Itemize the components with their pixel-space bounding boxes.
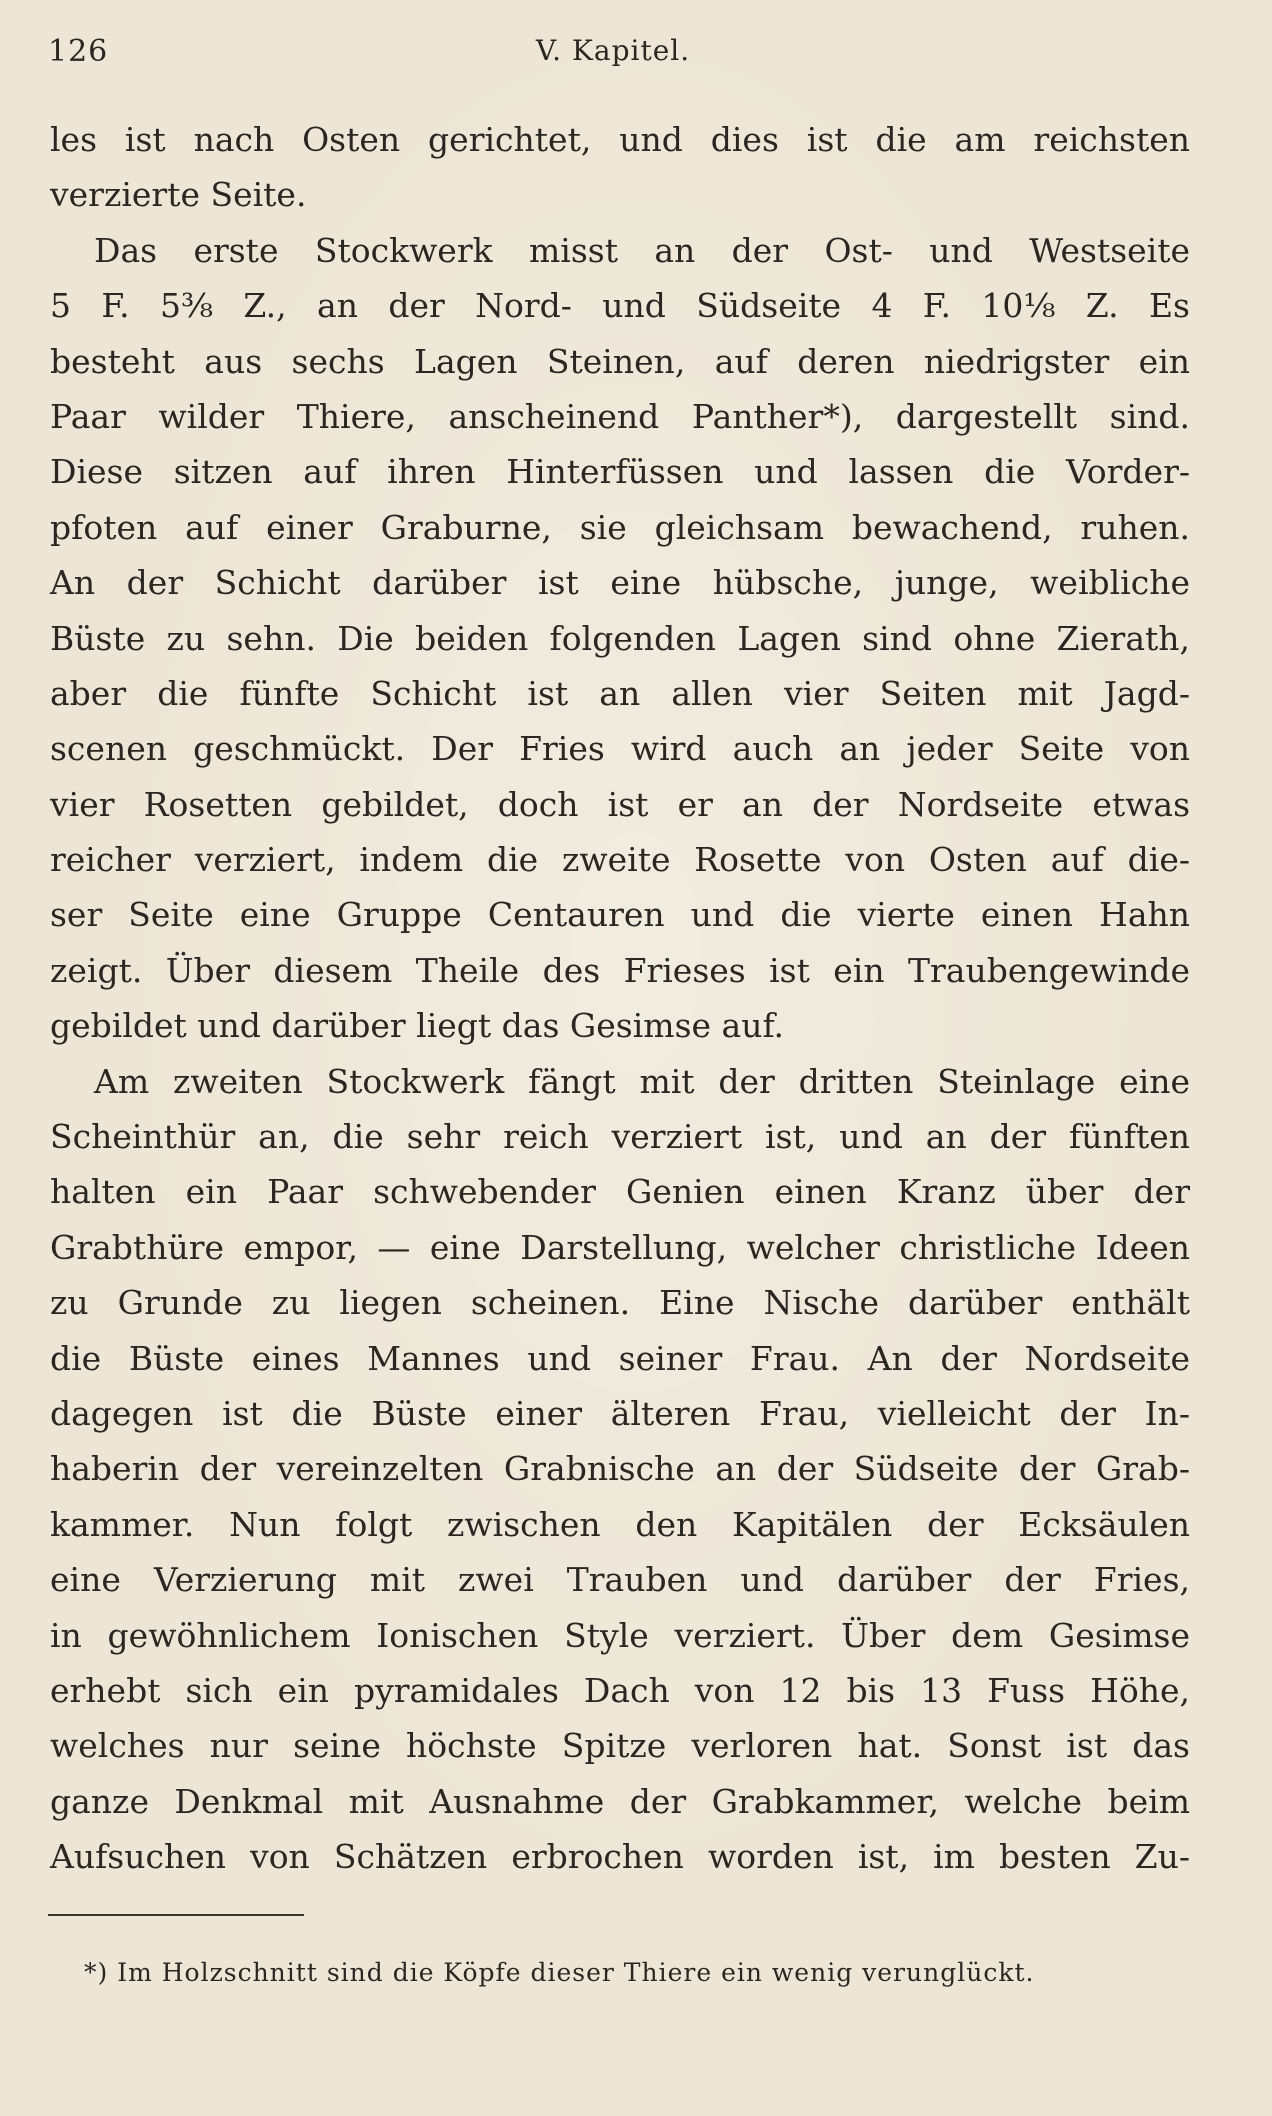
text-line: zu Grunde zu liegen scheinen. Eine Nische darüber enthält bbox=[50, 1283, 1190, 1323]
text-line: scenen geschmückt. Der Fries wird auch an jeder Seite von bbox=[50, 729, 1190, 769]
text-line: verzierte Seite. bbox=[50, 175, 307, 215]
text-line: gebildet und darüber liegt das Gesimse auf. bbox=[50, 1006, 784, 1046]
text-line: besteht aus sechs Lagen Steinen, auf deren niedrigster ein bbox=[50, 341, 1190, 381]
body-text bbox=[50, 112, 1190, 1885]
text-line: les ist nach Osten gerichtet, und dies ist die am reichsten bbox=[50, 120, 1190, 159]
text-line: Diese sitzen auf ihren Hinterfüssen und lassen die Vorder- bbox=[50, 452, 1190, 492]
text-line: dagegen ist die Büste einer älteren Frau, vielleicht der In- bbox=[50, 1393, 1190, 1433]
paragraph-start-line: Am zweiten Stockwerk fängt mit der dritten Steinlage eine bbox=[94, 1061, 1190, 1101]
text-line: Grabthüre empor, — eine Darstellung, welcher christliche Ideen bbox=[50, 1227, 1190, 1267]
text-line: Büste zu sehn. Die beiden folgenden Lagen sind ohne Zierath, bbox=[50, 618, 1190, 658]
text-line: pfoten auf einer Graburne, sie gleichsam bewachend, ruhen. bbox=[50, 507, 1190, 547]
paragraph-start-line: Das erste Stockwerk misst an der Ost- und Westseite bbox=[94, 230, 1190, 270]
running-head bbox=[48, 34, 1178, 74]
chapter-title: V. Kapitel. bbox=[535, 34, 691, 67]
footnote: *) Im Holzschnitt sind die Köpfe dieser Thiere ein wenig verunglückt. bbox=[84, 1958, 1035, 1987]
text-line: vier Rosetten gebildet, doch ist er an der Nordseite etwas bbox=[50, 784, 1190, 824]
text-line: ganze Denkmal mit Ausnahme der Grabkammer, welche beim bbox=[50, 1781, 1190, 1821]
text-line: aber die fünfte Schicht ist an allen vier Seiten mit Jagd- bbox=[50, 673, 1190, 713]
text-line: in gewöhnlichem Ionischen Style verziert. Über dem Gesimse bbox=[50, 1615, 1190, 1655]
text-line: Paar wilder Thiere, anscheinend Panther*), dargestellt sind. bbox=[50, 396, 1190, 436]
text-line: ser Seite eine Gruppe Centauren und die vierte einen Hahn bbox=[50, 895, 1190, 935]
text-line: kammer. Nun folgt zwischen den Kapitälen der Ecksäulen bbox=[50, 1504, 1190, 1544]
text-line: Aufsuchen von Schätzen erbrochen worden ist, im besten Zu- bbox=[50, 1837, 1190, 1877]
footnote-divider bbox=[48, 1914, 304, 1916]
text-line: An der Schicht darüber ist eine hübsche, junge, weibliche bbox=[50, 563, 1190, 603]
text-line: Scheinthür an, die sehr reich verziert ist, und an der fünften bbox=[50, 1117, 1190, 1157]
text-line: erhebt sich ein pyramidales Dach von 12 bis 13 Fuss Höhe, bbox=[50, 1670, 1190, 1710]
text-line: 5 F. 5⅜ Z., an der Nord- und Südseite 4 F. 10⅛ Z. Es bbox=[50, 286, 1190, 326]
page-number: 126 bbox=[48, 34, 109, 69]
text-line: reicher verziert, indem die zweite Rosette von Osten auf die- bbox=[50, 840, 1190, 880]
text-line: welches nur seine höchste Spitze verloren hat. Sonst ist das bbox=[50, 1726, 1190, 1766]
text-line: die Büste eines Mannes und seiner Frau. An der Nordseite bbox=[50, 1338, 1190, 1378]
text-line: zeigt. Über diesem Theile des Frieses ist ein Traubengewinde bbox=[50, 950, 1190, 990]
text-line: haberin der vereinzelten Grabnische an der Südseite der Grab- bbox=[50, 1449, 1190, 1489]
text-line: halten ein Paar schwebender Genien einen Kranz über der bbox=[50, 1172, 1190, 1212]
text-line: eine Verzierung mit zwei Trauben und darüber der Fries, bbox=[50, 1560, 1190, 1600]
